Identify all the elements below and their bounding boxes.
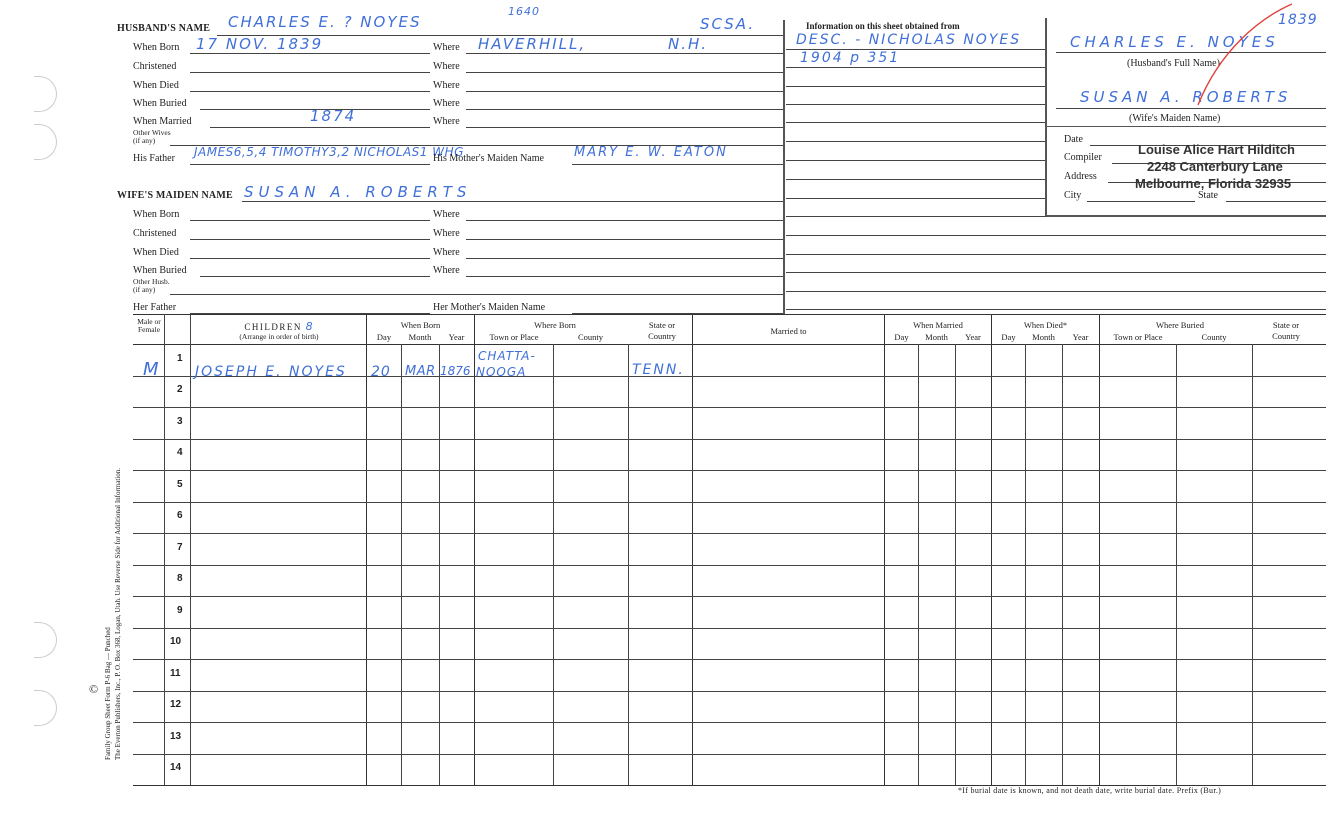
burial-footnote: *If burial date is known, and not death date, write burial date. Prefix (Bur.): [958, 786, 1222, 795]
wife-name-label: WIFE'S MAIDEN NAME: [117, 190, 233, 201]
compiler-label: Compiler: [1064, 152, 1102, 163]
wife-father-label: Her Father: [133, 302, 177, 313]
binder-hole: [34, 622, 57, 658]
where-label: Where: [433, 98, 460, 109]
child1-day: 20: [371, 364, 391, 380]
town-header: Town or Place: [1113, 332, 1163, 342]
wife-maiden-name-caption: (Wife's Maiden Name): [1129, 113, 1221, 124]
row-number: 11: [170, 668, 181, 679]
husband-name-superscript: 1640: [508, 5, 540, 18]
state-country-header: State or Country: [648, 320, 676, 341]
info-source-line1: DESC. - NICHOLAS NOYES: [796, 32, 1022, 48]
wife-mother-label: Her Mother's Maiden Name: [433, 302, 546, 313]
row-number: 13: [170, 731, 182, 742]
husband-born-where: HAVERHILL,: [478, 35, 587, 53]
binder-hole: [34, 690, 57, 726]
husband-mother-label: His Mother's Maiden Name: [433, 153, 544, 164]
if-any-label: (if any): [133, 285, 156, 294]
row-divider: [133, 628, 1326, 629]
other-wives-label: Other Wives: [133, 128, 171, 137]
child1-month: MAR: [405, 364, 436, 379]
children-count-mark: 8: [305, 320, 314, 333]
row-divider: [133, 659, 1326, 660]
when-born-header: When Born: [400, 320, 441, 330]
row-number: 7: [177, 542, 183, 553]
year-header: Year: [965, 332, 981, 342]
where-label: Where: [433, 80, 460, 91]
husband-full-name-caption: (Husband's Full Name): [1127, 58, 1220, 69]
row-number: 2: [177, 384, 183, 395]
compiler-address: 2248 Canterbury Lane: [1147, 159, 1283, 174]
row-divider: [133, 502, 1326, 503]
child1-name: JOSEPH E. NOYES: [195, 364, 347, 380]
row-divider: [133, 596, 1326, 597]
side-publisher-line1: Family Group Sheet Form P-6 Bag — Punched: [104, 627, 112, 760]
row-number: 12: [170, 699, 182, 710]
summary-husband-name: CHARLES E. NOYES: [1070, 33, 1279, 51]
copyright-mark: ©: [89, 682, 99, 696]
binder-hole: [34, 76, 57, 112]
month-header: Month: [408, 332, 432, 342]
row-number: 3: [177, 416, 183, 427]
summary-wife-name: SUSAN A. ROBERTS: [1080, 88, 1292, 106]
compiler-state-label: State: [1198, 190, 1218, 201]
where-label: Where: [433, 42, 460, 53]
row-divider: [133, 691, 1326, 692]
wife-buried-label: When Buried: [133, 265, 187, 276]
husband-married-label: When Married: [133, 116, 192, 127]
where-label: Where: [433, 61, 460, 72]
children-header: CHILDREN 8: [244, 320, 314, 333]
row-divider: [133, 407, 1326, 408]
married-to-header: Married to: [770, 326, 807, 336]
row-number: 1: [177, 353, 183, 364]
month-header: Month: [925, 332, 948, 342]
where-label: Where: [433, 265, 460, 276]
row-divider: [133, 470, 1326, 471]
husband-mother: MARY E. W. EATON: [574, 145, 728, 160]
summary-year: 1839: [1278, 12, 1318, 28]
husband-born: 17 NOV. 1839: [196, 35, 324, 53]
sex-header: Male or Female: [137, 317, 161, 334]
row-number: 10: [170, 636, 182, 647]
where-label: Where: [433, 228, 460, 239]
state-country-header: State or Country: [1272, 320, 1300, 341]
year-header: Year: [448, 332, 465, 342]
red-check-mark-icon: [1180, 0, 1300, 110]
wife-christened-label: Christened: [133, 228, 177, 239]
when-married-header: When Married: [913, 320, 963, 330]
info-source-line2: 1904 p 351: [800, 50, 901, 66]
husband-died-label: When Died: [133, 80, 179, 91]
where-label: Where: [433, 116, 460, 127]
month-header: Month: [1032, 332, 1055, 342]
husband-born-label: When Born: [133, 42, 180, 53]
row-number: 14: [170, 762, 182, 773]
husband-christened-label: Christened: [133, 61, 177, 72]
row-number: 5: [177, 479, 183, 490]
husband-name: CHARLES E. ? NOYES: [228, 13, 422, 31]
wife-born-label: When Born: [133, 209, 180, 220]
row-divider: [133, 722, 1326, 723]
day-header: Day: [1001, 332, 1016, 342]
row-number: 9: [177, 605, 183, 616]
children-subheader: (Arrange in order of birth): [239, 332, 319, 341]
child1-sex: M: [143, 359, 161, 380]
husband-father: JAMES6,5,4 TIMOTHY3,2 NICHOLAS1 WHG: [194, 145, 464, 159]
compiler-date-label: Date: [1064, 134, 1083, 145]
compiler-address-label: Address: [1064, 171, 1097, 182]
where-label: Where: [433, 247, 460, 258]
where-label: Where: [433, 209, 460, 220]
row-number: 4: [177, 447, 183, 458]
side-publisher-line2: The Everton Publishers, Inc., P. O. Box 368, Logan, Utah. Use Reverse Side for Additional Information.: [114, 467, 122, 760]
year-header: Year: [1072, 332, 1089, 342]
row-divider: [133, 754, 1326, 755]
wife-died-label: When Died: [133, 247, 179, 258]
child1-town-line2: NOOGA: [476, 365, 527, 379]
compiler-name: Louise Alice Hart Hilditch: [1138, 142, 1295, 157]
compiler-city: Melbourne, Florida 32935: [1135, 176, 1292, 191]
row-divider: [133, 439, 1326, 440]
county-header: County: [1201, 332, 1227, 342]
child1-year: 1876: [440, 364, 471, 378]
wife-name: SUSAN A. ROBERTS: [244, 183, 472, 201]
if-any-label: (if any): [133, 136, 156, 145]
child1-state: TENN.: [632, 362, 685, 378]
info-source-label: Information on this sheet obtained from: [806, 21, 960, 31]
when-died-header: When Died*: [1023, 320, 1068, 330]
husband-married: 1874: [310, 107, 357, 125]
county-header: County: [577, 332, 604, 342]
day-header: Day: [894, 332, 909, 342]
binder-hole: [34, 124, 57, 160]
compiler-city-label: City: [1064, 190, 1082, 201]
husband-buried-label: When Buried: [133, 98, 187, 109]
row-divider: [133, 565, 1326, 566]
where-buried-header: Where Buried: [1156, 320, 1204, 330]
husband-born-state: N.H.: [668, 35, 709, 53]
husband-father-label: His Father: [133, 153, 175, 164]
row-divider: [133, 533, 1326, 534]
child1-town-line1: CHATTA-: [478, 349, 536, 363]
husband-name-code: SCSA.: [700, 15, 756, 33]
where-born-header: Where Born: [534, 320, 576, 330]
town-header: Town or Place: [489, 332, 539, 342]
row-number: 8: [177, 573, 183, 584]
day-header: Day: [376, 332, 392, 342]
row-number: 6: [177, 510, 183, 521]
other-husb-label: Other Husb.: [133, 277, 170, 286]
husband-name-label: HUSBAND'S NAME: [117, 23, 211, 34]
